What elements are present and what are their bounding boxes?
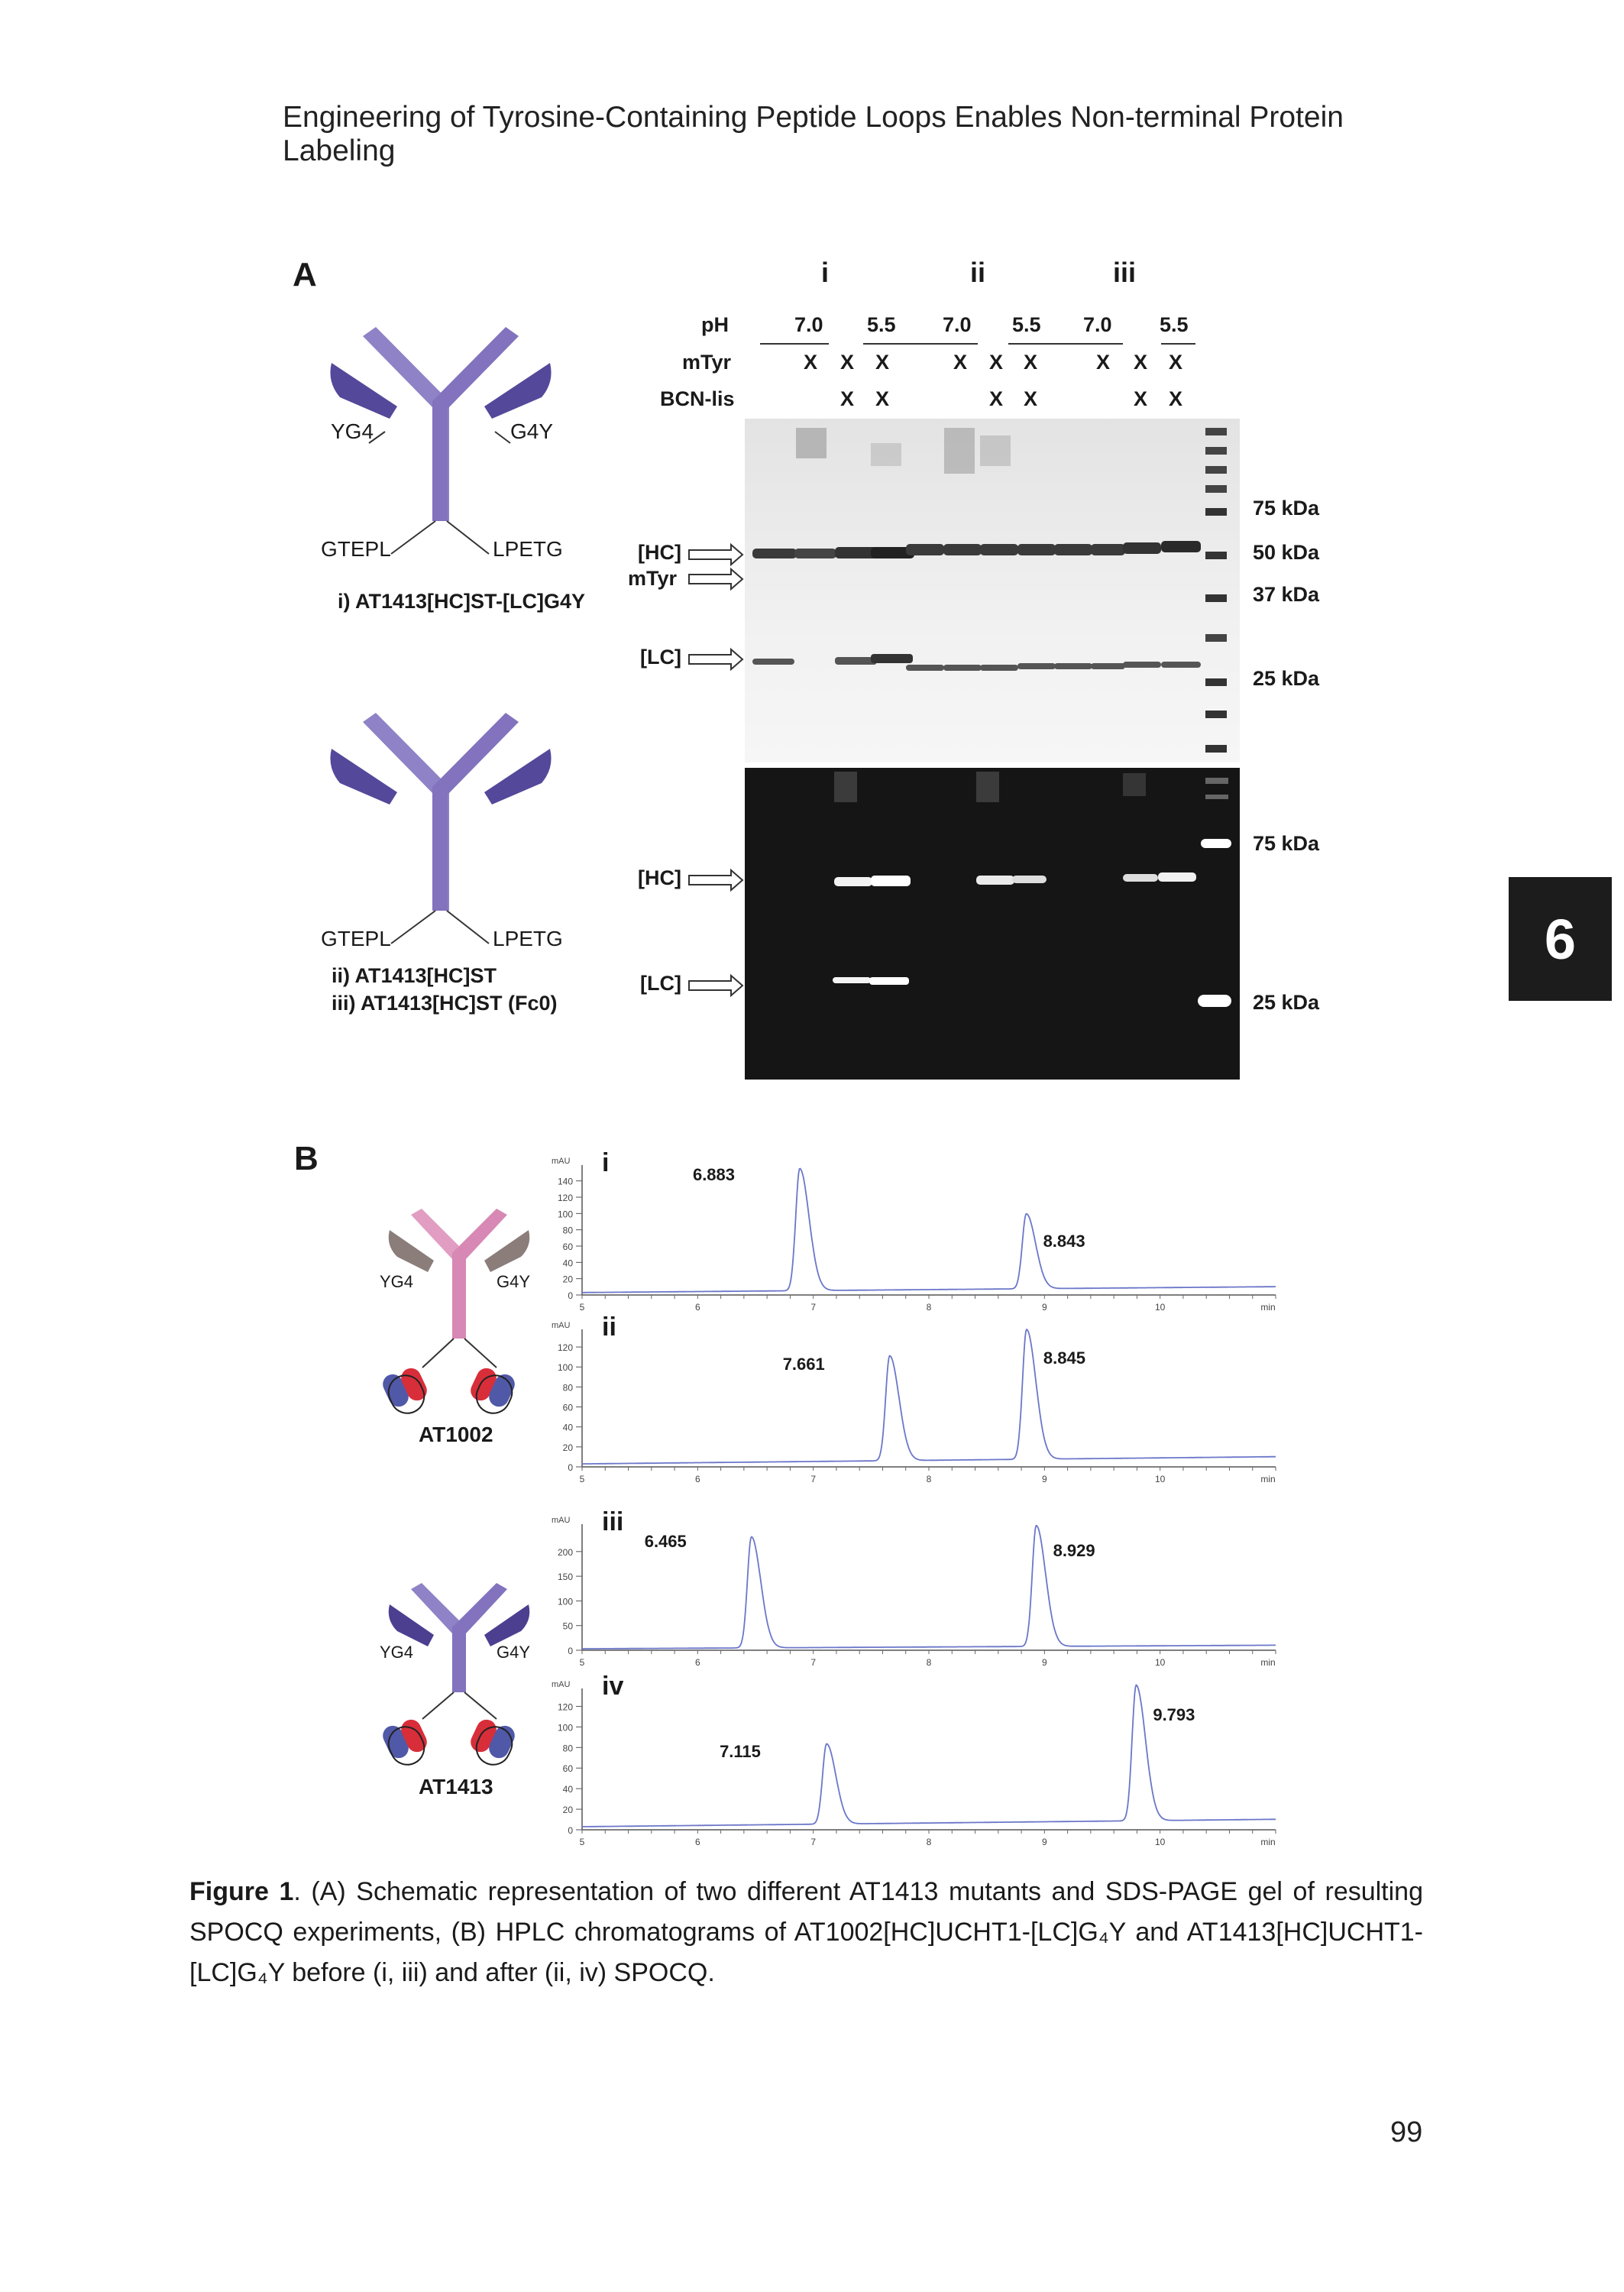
y-tick-label: 0 [568,1462,573,1473]
chromatogram-trace [582,1329,1276,1464]
chromatogram-trace [582,1169,1276,1293]
y-tick-label: 100 [557,1596,573,1607]
mtyr-mark: X [1134,351,1148,374]
x-tick-label: 9 [1041,1837,1047,1847]
x-tick-label: 6 [694,1302,700,1313]
gel-bottom-fluorescence [745,768,1240,1080]
unit-label: mAU [552,1516,571,1525]
page-number: 99 [1390,2116,1423,2148]
schematic2-left-seq: GTEPL [321,927,391,950]
x-tick-label: 6 [694,1474,700,1484]
x-tick-label: 10 [1154,1837,1166,1847]
x-tick-label: 7 [810,1302,817,1313]
y-tick-label: 60 [562,1402,573,1413]
y-tick-label: 80 [562,1743,573,1754]
x-tick-label: 10 [1154,1657,1166,1668]
antibody-schematic-2 [330,713,551,944]
peak-label: 8.843 [1043,1231,1085,1251]
y-tick-label: 20 [562,1442,573,1453]
y-tick-label: 120 [557,1193,573,1203]
bcn-mark: X [1134,387,1148,410]
mtyr-mark: X [875,351,890,374]
label-at1002: AT1002 [419,1423,493,1446]
y-tick-label: 20 [562,1805,573,1816]
y-tick-label: 50 [562,1620,573,1632]
marker-50-top: 50 kDa [1253,541,1320,564]
band-arrows [689,545,742,995]
y-tick-label: 140 [557,1176,573,1187]
gel-group-iii: iii [1113,257,1137,288]
marker-75-top: 75 kDa [1253,497,1320,520]
mtyr-mark: X [804,351,818,374]
schematic2-right-seq: LPETG [493,927,563,950]
marker-25-top: 25 kDa [1253,667,1320,690]
x-tick-label: 7 [810,1837,817,1847]
y-tick-label: 80 [562,1382,573,1394]
x-tick-label: 8 [926,1302,932,1313]
panel-b-letter: B [294,1140,319,1177]
mtyr-mark: X [840,351,855,374]
x-tick-label: min [1260,1302,1276,1313]
x-tick-label: 9 [1041,1657,1047,1668]
mtyr-mark: X [1024,351,1038,374]
x-tick-label: 6 [694,1657,700,1668]
chromatogram-panel-label: iii [602,1507,624,1536]
gel-group-ii: ii [970,257,986,288]
unit-label: mAU [552,1680,571,1689]
x-tick-label: 9 [1041,1474,1047,1484]
x-tick-label: 5 [579,1474,585,1484]
row-label-bcn: BCN-lis [660,387,735,410]
schematic1-right-seq: LPETG [493,537,563,561]
peak-label: 6.465 [644,1531,687,1551]
schematic2-name-ii: ii) AT1413[HC]ST [332,964,497,987]
schematic1-left-seq: GTEPL [321,537,391,561]
x-tick-label: 5 [579,1657,585,1668]
y-tick-label: 100 [557,1722,573,1734]
x-tick-label: 8 [926,1474,932,1484]
x-tick-label: min [1260,1474,1276,1484]
band-label-hc-bottom: [HC] [638,866,681,889]
at1002-right-tag: G4Y [497,1272,531,1291]
y-tick-label: 80 [562,1225,573,1236]
x-tick-label: 5 [579,1837,585,1847]
x-tick-label: 8 [926,1837,932,1847]
y-tick-label: 100 [557,1209,573,1220]
figure-caption [189,1872,1423,1993]
band-label-lc-bottom: [LC] [640,972,681,995]
x-tick-label: 6 [694,1837,700,1847]
unit-label: mAU [552,1321,571,1330]
y-tick-label: 40 [562,1422,573,1433]
y-tick-label: 60 [562,1242,573,1252]
y-tick-label: 120 [557,1342,573,1354]
mtyr-mark: X [1169,351,1183,374]
peak-label: 9.793 [1153,1705,1195,1725]
unit-label: mAU [552,1157,571,1166]
y-tick-label: 40 [562,1784,573,1795]
y-tick-label: 200 [557,1546,573,1558]
ph-value: 7.0 [794,313,823,336]
band-label-lc-top: [LC] [640,646,681,668]
x-tick-label: 10 [1154,1302,1166,1313]
row-label-ph: pH [701,313,729,336]
chromatogram-panel-label: iv [602,1672,624,1701]
x-tick-label: 10 [1154,1474,1166,1484]
schematic1-name: i) AT1413[HC]ST-[LC]G4Y [338,590,586,613]
bcn-mark: X [875,387,890,410]
schematic2-name-iii: iii) AT1413[HC]ST (Fc0) [332,992,558,1015]
bcn-mark: X [840,387,855,410]
hplc-chromatograms [552,1157,1276,1847]
peak-label: 8.929 [1053,1540,1095,1560]
y-tick-label: 0 [568,1825,573,1836]
marker-25-bottom: 25 kDa [1253,991,1320,1014]
running-header: Engineering of Tyrosine-Containing Peptide Loops Enables Non-terminal Protein Labeling [283,101,1344,167]
ph-value: 5.5 [1012,313,1041,336]
bcn-mark: X [1169,387,1183,410]
at1413-left-tag: YG4 [380,1643,414,1662]
ph-value: 7.0 [943,313,972,336]
chromatogram-panel-label: ii [602,1313,616,1342]
gel-group-i: i [821,257,830,288]
y-tick-label: 0 [568,1290,573,1301]
band-label-mtyr: mTyr [628,567,678,590]
gel-top-coomassie [745,419,1240,762]
x-tick-label: 7 [810,1474,817,1484]
caption-text: . (A) Schematic representation of two different AT1413 mutants and SDS-PAGE gel of resulting SPOCQ experiments, (B) HPLC chromatograms of AT1002[HC]UCHT1-[LC]G₄Y and AT1413[HC]UCHT1-[LC]G₄Y before (i, iii) and after (ii, iv) SPOCQ. [189,1877,1424,1987]
peak-label: 8.845 [1043,1348,1085,1368]
row-label-mtyr: mTyr [682,351,732,374]
band-label-hc-top: [HC] [638,541,681,564]
y-tick-label: 100 [557,1362,573,1374]
mtyr-mark: X [989,351,1004,374]
ph-value: 5.5 [1160,313,1189,336]
ph-value: 5.5 [867,313,896,336]
ph-value: 7.0 [1083,313,1112,336]
bcn-mark: X [1024,387,1038,410]
caption-label: Figure 1 [189,1877,294,1906]
marker-37-top: 37 kDa [1253,583,1320,606]
x-tick-label: 8 [926,1657,932,1668]
schematic1-left-tag: YG4 [331,419,374,443]
mtyr-mark: X [953,351,968,374]
y-tick-label: 40 [562,1258,573,1269]
antibody-at1002 [380,1209,529,1419]
x-tick-label: min [1260,1657,1276,1668]
marker-75-bottom: 75 kDa [1253,832,1320,855]
at1413-right-tag: G4Y [497,1643,531,1662]
schematic1-right-tag: G4Y [510,419,554,443]
panel-a-letter: A [293,256,317,293]
label-at1413: AT1413 [419,1775,493,1798]
y-tick-label: 20 [562,1274,573,1285]
bcn-mark: X [989,387,1004,410]
y-tick-label: 0 [568,1646,573,1656]
peak-label: 7.661 [782,1354,825,1374]
x-tick-label: 9 [1041,1302,1047,1313]
peak-label: 6.883 [692,1165,736,1184]
x-tick-label: min [1260,1837,1276,1847]
at1002-left-tag: YG4 [380,1272,414,1291]
x-tick-label: 7 [810,1657,817,1668]
peak-label: 7.115 [720,1742,761,1761]
mtyr-mark: X [1096,351,1111,374]
y-tick-label: 120 [557,1701,573,1713]
antibody-at1413 [380,1583,529,1770]
chromatogram-panel-label: i [602,1148,610,1177]
chapter-tab: 6 [1509,877,1612,1001]
y-tick-label: 150 [557,1572,573,1583]
x-tick-label: 5 [579,1302,585,1313]
y-tick-label: 60 [562,1763,573,1775]
